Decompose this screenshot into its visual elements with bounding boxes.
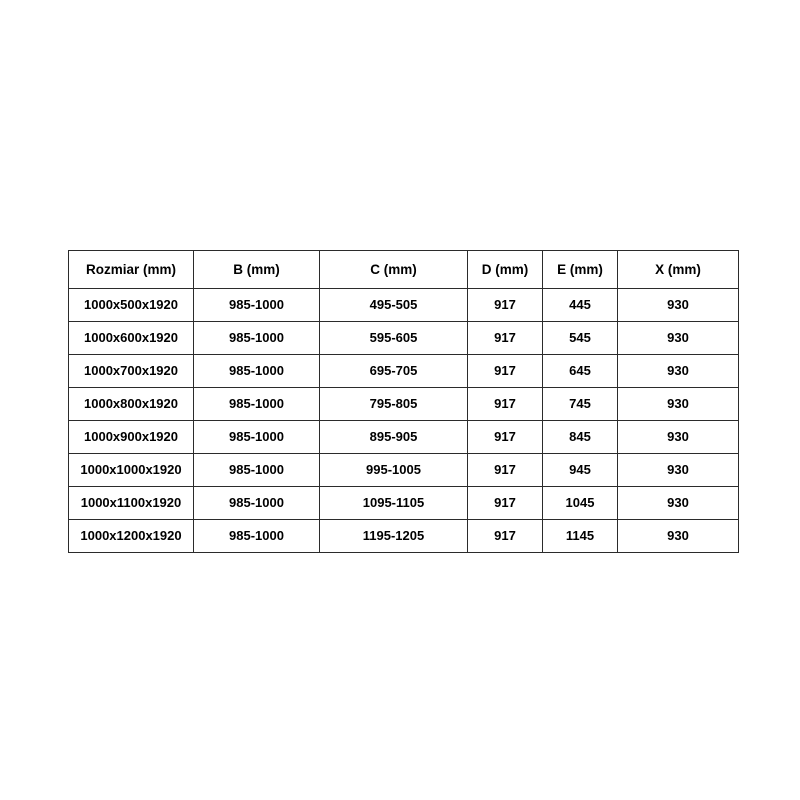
cell-b: 985-1000 <box>194 289 320 322</box>
cell-c: 495-505 <box>320 289 468 322</box>
cell-d: 917 <box>468 289 543 322</box>
cell-x: 930 <box>618 322 739 355</box>
cell-size: 1000x1100x1920 <box>69 487 194 520</box>
cell-d: 917 <box>468 487 543 520</box>
cell-x: 930 <box>618 487 739 520</box>
cell-x: 930 <box>618 454 739 487</box>
cell-size: 1000x1000x1920 <box>69 454 194 487</box>
column-header-e: E (mm) <box>543 251 618 289</box>
cell-b: 985-1000 <box>194 487 320 520</box>
cell-c: 795-805 <box>320 388 468 421</box>
cell-b: 985-1000 <box>194 355 320 388</box>
column-header-d: D (mm) <box>468 251 543 289</box>
column-header-x: X (mm) <box>618 251 739 289</box>
cell-e: 645 <box>543 355 618 388</box>
table-row <box>69 355 739 388</box>
cell-size: 1000x800x1920 <box>69 388 194 421</box>
table-header-row <box>69 251 739 289</box>
cell-d: 917 <box>468 520 543 553</box>
column-header-b: B (mm) <box>194 251 320 289</box>
cell-x: 930 <box>618 421 739 454</box>
cell-x: 930 <box>618 388 739 421</box>
cell-e: 545 <box>543 322 618 355</box>
column-header-c: C (mm) <box>320 251 468 289</box>
cell-size: 1000x500x1920 <box>69 289 194 322</box>
cell-size: 1000x1200x1920 <box>69 520 194 553</box>
cell-x: 930 <box>618 355 739 388</box>
cell-b: 985-1000 <box>194 520 320 553</box>
cell-e: 945 <box>543 454 618 487</box>
cell-c: 695-705 <box>320 355 468 388</box>
table-row <box>69 322 739 355</box>
table-row <box>69 289 739 322</box>
cell-x: 930 <box>618 289 739 322</box>
cell-d: 917 <box>468 421 543 454</box>
table-row <box>69 421 739 454</box>
cell-c: 595-605 <box>320 322 468 355</box>
cell-e: 1045 <box>543 487 618 520</box>
cell-d: 917 <box>468 454 543 487</box>
cell-e: 845 <box>543 421 618 454</box>
cell-c: 995-1005 <box>320 454 468 487</box>
cell-d: 917 <box>468 388 543 421</box>
cell-e: 445 <box>543 289 618 322</box>
cell-c: 1095-1105 <box>320 487 468 520</box>
cell-b: 985-1000 <box>194 322 320 355</box>
cell-size: 1000x700x1920 <box>69 355 194 388</box>
table-row <box>69 487 739 520</box>
table-body <box>69 289 739 553</box>
cell-x: 930 <box>618 520 739 553</box>
cell-d: 917 <box>468 322 543 355</box>
cell-c: 895-905 <box>320 421 468 454</box>
cell-b: 985-1000 <box>194 421 320 454</box>
table-row <box>69 454 739 487</box>
cell-e: 1145 <box>543 520 618 553</box>
spec-table <box>68 250 739 553</box>
cell-size: 1000x600x1920 <box>69 322 194 355</box>
table-header <box>69 251 739 289</box>
column-header-size: Rozmiar (mm) <box>69 251 194 289</box>
cell-size: 1000x900x1920 <box>69 421 194 454</box>
table-row <box>69 520 739 553</box>
cell-d: 917 <box>468 355 543 388</box>
cell-b: 985-1000 <box>194 388 320 421</box>
table-row <box>69 388 739 421</box>
cell-c: 1195-1205 <box>320 520 468 553</box>
cell-e: 745 <box>543 388 618 421</box>
cell-b: 985-1000 <box>194 454 320 487</box>
spec-table-container <box>68 250 738 553</box>
